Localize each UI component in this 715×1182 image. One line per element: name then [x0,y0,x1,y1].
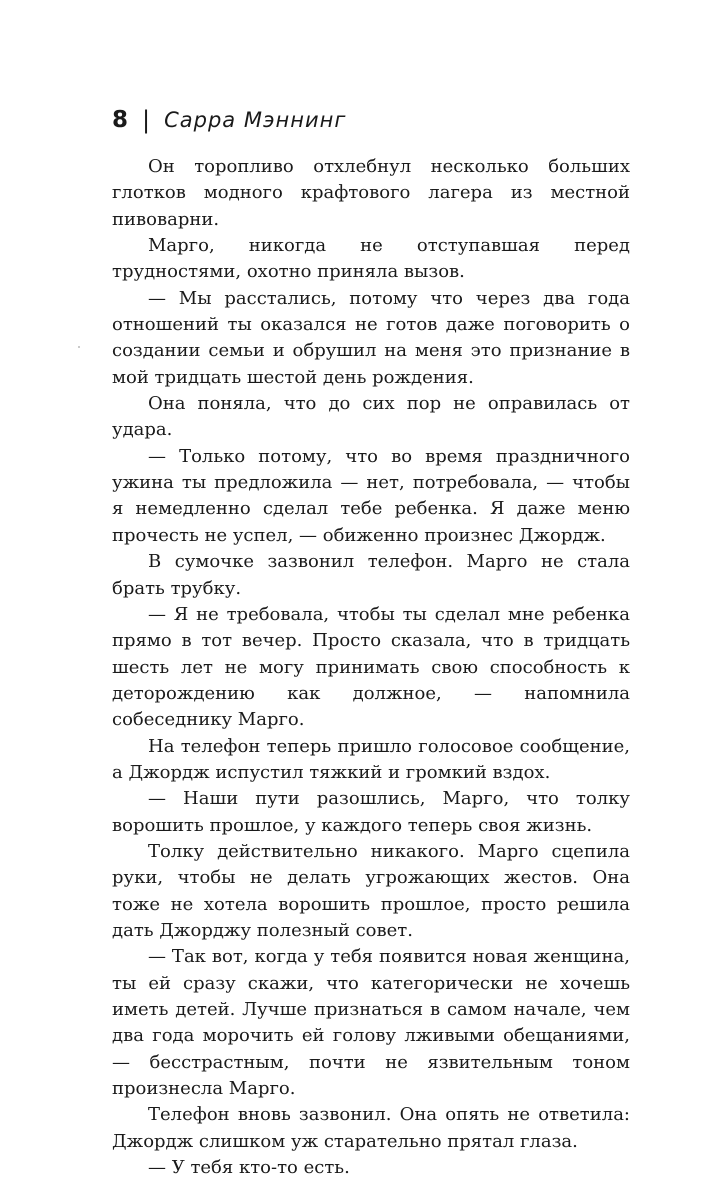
page-number: 8 [112,107,129,133]
paragraph: — Так вот, когда у тебя появится новая женщина, ты ей сразу скажи, что категорически не хочешь иметь детей. Лучше признаться в самом начале, чем два года морочить ей голову лживыми обещаниями, — бесстрастным, почти не язвительным тоном произнесла Марго. [112,946,630,1100]
paragraph: — Наши пути разошлись, Марго, что толку ворошить прошлое, у каждого теперь своя жизнь. [112,788,630,836]
header-separator: | [142,106,151,134]
paragraph: — Мы расстались, потому что через два года отношений ты оказался не готов даже поговорить о создании семьи и обрушил на меня это признание в мой тридцать шестой день рождения. [112,287,630,388]
paragraph: Он торопливо отхлебнул несколько больших глотков модного крафтового лагера из местной пивоварни. [112,156,630,230]
paragraph: Она поняла, что до сих пор не оправилась от удара. [112,393,630,441]
paragraph: На телефон теперь пришло голосовое сообщение, а Джордж испустил тяжкий и громкий вздох. [112,735,630,783]
paragraph: — Я не требовала, чтобы ты сделал мне ребенка прямо в тот вечер. Просто сказала, что в тридцать шесть лет не могу принимать свою способность к деторождению как должное, — напомнила собеседнику Марго. [112,603,630,731]
paragraph: В сумочке зазвонил телефон. Марго не стала брать трубку. [112,551,630,599]
paragraph: Телефон вновь зазвонил. Она опять не ответила: Джордж слишком уж старательно прятал глаза. [112,1104,630,1152]
paragraph: — У тебя кто-то есть. [148,1157,350,1179]
running-head [112,103,346,137]
paragraph: Марго, никогда не отступавшая перед трудностями, охотно приняла вызов. [112,235,630,283]
paragraph: — Только потому, что во время праздничного ужина ты предложила — нет, потребовала, — чтобы я немедленно сделал тебе ребенка. Я даже меню прочесть не успел, — обиженно произнес Джордж. [112,445,630,546]
author-name: Сарра Мэннинг [164,108,347,132]
body-text [112,154,630,1181]
paragraph: Толку действительно никакого. Марго сцепила руки, чтобы не делать угрожающих жестов. Она тоже не хотела ворошить прошлое, просто решила дать Джорджу полезный совет. [112,840,630,941]
margin-speck [78,346,80,348]
